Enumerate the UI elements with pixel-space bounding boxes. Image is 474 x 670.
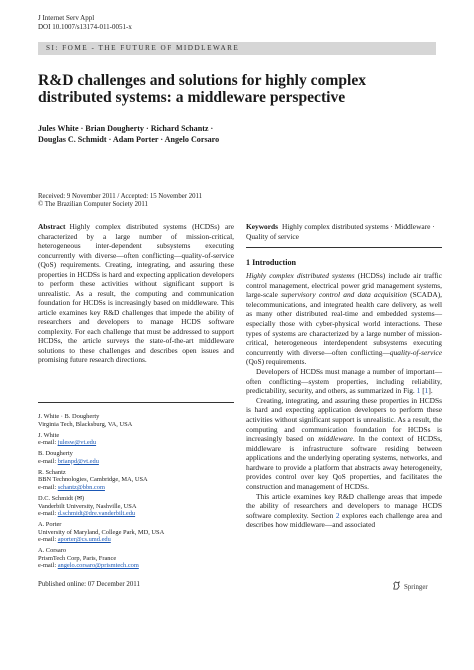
email-link[interactable]: schantz@bbn.com [57, 483, 105, 491]
received-line-1: Received: 9 November 2011 / Accepted: 15 November 2011 [38, 193, 203, 200]
special-issue-banner [38, 42, 436, 55]
paragraph: Creating, integrating, and assuring these properties in HCDSs is hard and expecting application developers to perform these activities without significant support is unrealistic. As a result, the computing and communication foundation for HCDSs is increasingly based on middleware. In the context of HCDSs, middleware is infrastructure software residing between applications and the underlying operating systems, networks, and hardware to provide a platform that abstracts away heterogeneity, provides control over key QoS properties, and facilitates the construction and management of HCDSs. [246, 395, 442, 492]
paper-title: R&D challenges and solutions for highly complex distributed systems: a middleware perspective [38, 72, 367, 106]
figure-ref-link[interactable]: 1 [416, 386, 421, 396]
received-dates [38, 193, 202, 210]
publisher-logo [392, 581, 428, 591]
affiliation-group: A. Porter University of Maryland, College Park, MD, USA e-mail: aporter@cs.umd.edu [38, 521, 165, 544]
journal-name: J Internet Serv Appl [38, 14, 95, 22]
journal-header [38, 14, 132, 31]
journal-doi: DOI 10.1007/s13174-011-0051-x [38, 22, 132, 31]
email-link[interactable]: aporter@cs.umd.edu [57, 536, 111, 544]
affiliation-group: J. White · B. Dougherty Virginia Tech, Blacksburg, VA, USA [38, 413, 133, 428]
section-heading-introduction: 1 Introduction [246, 258, 296, 267]
section-ref-link[interactable]: 2 [335, 510, 340, 520]
affiliation-group: A. Corsaro PrismTech Corp, Paris, France e-mail: angelo.corsaro@prismtech.com [38, 547, 139, 570]
affiliation-group: D.C. Schmidt (✉) Vanderbilt University, Nashville, USA e-mail: d.schmidt@dre.vanderbilt.edu [38, 494, 137, 518]
keywords-divider [246, 247, 442, 248]
banner-text: SI: FOME - THE FUTURE OF MIDDLEWARE [46, 44, 240, 52]
affiliation-group: J. White e-mail: julesw@vt.edu [38, 431, 97, 447]
introduction-body [246, 271, 442, 530]
email-link[interactable]: brianpd@vt.edu [57, 457, 99, 465]
affiliations [38, 413, 234, 573]
abstract-text: Highly complex distributed systems (HCDSs) are characterized by a large number of mission-critical, heterogeneous inter-dependent subsystems executing concurrently with diverse—often conflicting—quality-of-service (QoS) requirements. Creating, integrating, and assuring these properties in HCDSs is hard and expecting application developers to perform these activities without significant support is unrealistic. As a result, the computing and communication foundation for HCDSs is increasingly based on middleware. This article examines key R&D challenges that impede the ability of researchers and developers to manage HCDS software complexity. For each challenge that must be addressed to support HCDSs, the article surveys the state-of-the-art middleware solutions to these challenges and describes open issues and promising future research directions. [38, 222, 234, 364]
citation-link[interactable]: 1 [424, 386, 429, 396]
email-link[interactable]: angelo.corsaro@prismtech.com [57, 562, 139, 570]
publisher-name: Springer [404, 584, 428, 591]
keywords-text: Highly complex distributed systems · Middleware · Quality of service [246, 222, 435, 241]
authors-line-1: Jules White · Brian Dougherty · Richard Schantz · [38, 124, 214, 133]
springer-horse-icon [392, 581, 401, 591]
published-date: Published online: 07 December 2011 [38, 581, 140, 588]
email-link[interactable]: julesw@vt.edu [57, 439, 97, 447]
keywords-label: Keywords [246, 222, 279, 231]
authors-line-2: Douglas C. Schmidt · Adam Porter · Angelo Corsaro [38, 135, 220, 144]
abstract-divider [38, 402, 234, 403]
abstract-label: Abstract [38, 222, 66, 231]
paragraph: This article examines key R&D challenge areas that impede the ability of researchers and developers to manage HCDS software complexity. Section 2 explores each challenge area and describes how middleware—and associated [246, 491, 442, 530]
paragraph: Developers of HCDSs must manage a number of important—often conflicting—system properties, including reliability, predictability, security, and others, as summarized in Fig. 1 [1]. [246, 366, 442, 396]
keywords [246, 222, 442, 241]
affiliation-group: B. Dougherty e-mail: brianpd@vt.edu [38, 450, 99, 465]
abstract [38, 222, 234, 365]
affiliation-group: R. Schantz BBN Technologies, Cambridge, MA, USA e-mail: schantz@bbn.com [38, 468, 148, 491]
author-list [38, 123, 438, 145]
email-link[interactable]: d.schmidt@dre.vanderbilt.edu [57, 510, 136, 518]
copyright-line: © The Brazilian Computer Society 2011 [38, 201, 148, 209]
paragraph: Highly complex distributed systems (HCDSs) include air traffic control management, electrical power grid management systems, large-scale supervisory control and data acquisition (SCADA), telecommunications, and integrated health care delivery, as well as many other distributed real-time and embedded systems—especially those with cyber-physical world interactions. These types of systems are characterized by a large number of mission-critical, heterogeneous interdependent subsystems executing concurrently with diverse—often conflicting—quality-of-service (QoS) requirements. [246, 271, 443, 367]
